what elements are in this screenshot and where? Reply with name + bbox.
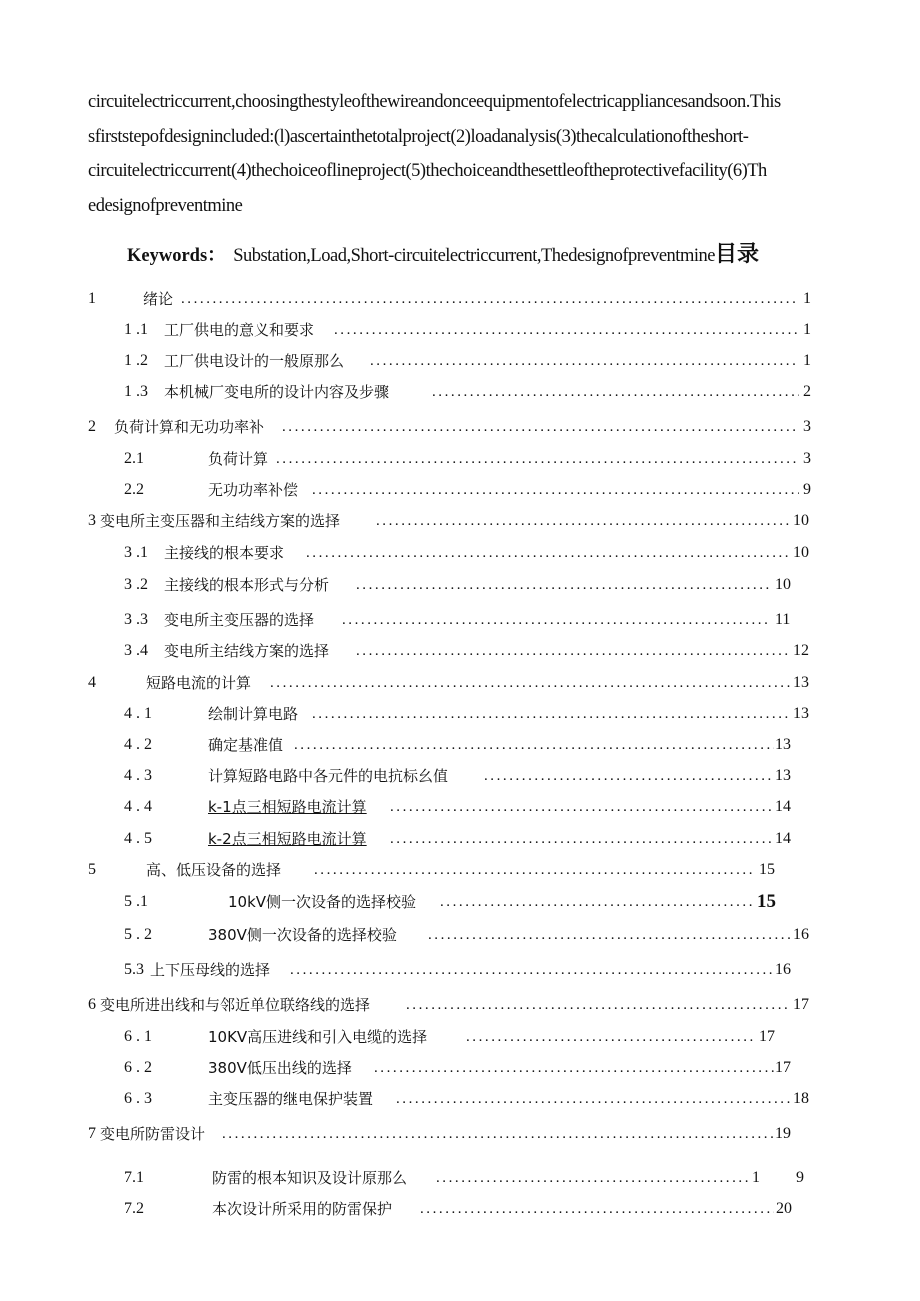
keywords-line <box>127 242 759 269</box>
toc-title-text: 绘制计算电路 <box>208 705 299 723</box>
toc-page: 17 <box>793 996 809 1013</box>
toc-leader <box>374 1055 774 1081</box>
toc-leader <box>420 1196 774 1222</box>
toc-number: 5 . 2 <box>124 926 152 943</box>
toc-page: 20 <box>776 1200 792 1217</box>
toc-page: 16 <box>793 926 809 943</box>
toc-leader <box>342 607 770 633</box>
toc-title-text: 计算短路电路中各元件的电抗标幺值 <box>208 767 449 785</box>
toc-number: 2.1 <box>124 450 144 467</box>
toc-leader <box>276 446 799 472</box>
toc-leader <box>314 857 756 883</box>
toc-title-text: 变电所主结线方案的选择 <box>164 642 330 660</box>
toc-number: 1 .1 <box>124 321 148 338</box>
keywords-label: Keywords <box>127 246 208 266</box>
toc-number: 3 <box>88 512 96 529</box>
toc-leader <box>390 826 774 852</box>
keywords-text: Substation,Load,Short-circuitelectriccurrent,Thedesignofpreventmine <box>233 246 715 266</box>
toc-page: 13 <box>775 736 791 753</box>
toc-leader <box>376 508 790 534</box>
toc-title-text: 本次设计所采用的防雷保护 <box>212 1200 393 1218</box>
toc-title-text: 变电所主变压器的选择 <box>164 611 315 629</box>
toc-number: 2.2 <box>124 481 144 498</box>
toc-title-text: 主接线的根本形式与分析 <box>164 576 330 594</box>
abstract-line: edesignofpreventmine <box>88 196 243 216</box>
toc-page: 12 <box>793 642 809 659</box>
toc-leader <box>390 794 774 820</box>
toc-title-text: k-2点三相短路电流计算 <box>208 830 367 848</box>
toc-leader <box>436 1165 748 1191</box>
toc-title-text: 工厂供电的意义和要求 <box>164 321 315 339</box>
toc-page: 14 <box>775 830 791 847</box>
toc-number: 4 . 5 <box>124 830 152 847</box>
toc-number: 6 . 3 <box>124 1090 152 1107</box>
toc-page: 14 <box>775 798 791 815</box>
toc-leader <box>270 670 790 696</box>
toc-number: 5.3 <box>124 961 144 978</box>
toc-title-text: 主接线的根本要求 <box>164 544 285 562</box>
keywords-separator: ： <box>207 246 226 266</box>
toc-title-text: k-1点三相短路电流计算 <box>208 798 367 816</box>
toc-leader <box>334 317 799 343</box>
abstract-line: circuitelectriccurrent(4)thechoiceoflineproject(5)thechoiceandthesettleoftheprotectivefacility(6)Th <box>88 161 767 181</box>
toc-title-text: 10KV高压进线和引入电缆的选择 <box>208 1028 428 1046</box>
toc-page: 10 <box>775 576 791 593</box>
toc-title-text: 主变压器的继电保护装置 <box>208 1090 374 1108</box>
toc-leader <box>428 922 790 948</box>
toc-title-text: 负荷计算和无功功率补 <box>114 418 265 436</box>
toc-page: 1 <box>803 290 811 307</box>
toc-leader <box>282 414 799 440</box>
toc-title-text: 负荷计算 <box>208 450 269 468</box>
toc-leader <box>370 348 799 374</box>
toc-title-text: 短路电流的计算 <box>146 674 252 692</box>
abstract-line: circuitelectriccurrent,choosingthestyleofthewireandonceequipmentofelectricappliancesandsoon.This <box>88 92 781 112</box>
toc-page: 18 <box>793 1090 809 1107</box>
toc-page: 15 <box>757 891 776 912</box>
toc-title-text: 上下压母线的选择 <box>150 961 271 979</box>
abstract-line: sfirststepofdesignincluded:(l)ascertainthetotalproject(2)loadanalysis(3)thecalculationoftheshort- <box>88 127 749 147</box>
toc-number: 7.1 <box>124 1169 144 1186</box>
toc-leader <box>406 992 790 1018</box>
toc-page: 15 <box>759 861 775 878</box>
toc-leader <box>356 572 770 598</box>
toc-number: 3 .1 <box>124 544 148 561</box>
toc-title-text: 380V侧一次设备的选择校验 <box>208 926 397 944</box>
toc-leader <box>306 540 790 566</box>
toc-title-text: 防雷的根本知识及设计原那么 <box>212 1169 408 1187</box>
toc-number: 1 .3 <box>124 383 148 400</box>
toc-title: 目录 <box>714 242 759 267</box>
toc-leader <box>312 477 799 503</box>
toc-number: 3 .4 <box>124 642 148 659</box>
toc-title-text: 变电所防雷设计 <box>100 1125 206 1143</box>
toc-title-text: 绪论 <box>143 290 174 308</box>
toc-number: 1 .2 <box>124 352 148 369</box>
toc-page: 17 <box>759 1028 775 1045</box>
toc-number: 4 . 2 <box>124 736 152 753</box>
toc-page: 1 <box>803 321 811 338</box>
toc-title-text: 确定基准值 <box>208 736 284 754</box>
toc-leader <box>466 1024 756 1050</box>
toc-page: 13 <box>793 674 809 691</box>
toc-page: 11 <box>775 611 791 628</box>
toc-number: 2 <box>88 418 96 435</box>
toc-page: 2 <box>803 383 811 400</box>
toc-title-text: 变电所主变压器和主结线方案的选择 <box>100 512 341 530</box>
toc-leader <box>432 379 799 405</box>
toc-number: 4 . 4 <box>124 798 152 815</box>
toc-number: 3 .3 <box>124 611 148 628</box>
toc-title-text: 无功功率补偿 <box>208 481 299 499</box>
toc-page: 3 <box>803 450 811 467</box>
toc-leader <box>440 889 754 915</box>
toc-number: 7 <box>88 1125 96 1142</box>
toc-page: 10 <box>793 512 809 529</box>
toc-number: 4 . 3 <box>124 767 152 784</box>
toc-page: 13 <box>775 767 791 784</box>
toc-leader <box>222 1121 774 1147</box>
toc-number: 1 <box>88 290 96 307</box>
toc-title-text: 高、低压设备的选择 <box>146 861 282 879</box>
toc-page: 9 <box>803 481 811 498</box>
toc-page: 3 <box>803 418 811 435</box>
toc-leader <box>290 957 772 983</box>
toc-leader <box>396 1086 790 1112</box>
toc-number: 3 .2 <box>124 576 148 593</box>
toc-number: 7.2 <box>124 1200 144 1217</box>
toc-leader <box>312 701 790 727</box>
toc-page: 1 9 <box>752 1169 804 1186</box>
toc-leader <box>484 763 774 789</box>
toc-title-text: 10kV侧一次设备的选择校验 <box>228 893 417 911</box>
toc-title-text: 380V低压出线的选择 <box>208 1059 352 1077</box>
toc-page: 17 <box>775 1059 791 1076</box>
toc-leader <box>356 638 790 664</box>
toc-number: 4 <box>88 674 96 691</box>
toc-page: 13 <box>793 705 809 722</box>
toc-page: 1 <box>803 352 811 369</box>
toc-page: 16 <box>775 961 791 978</box>
toc-number: 6 <box>88 996 96 1013</box>
toc-number: 6 . 1 <box>124 1028 152 1045</box>
toc-number: 5 .1 <box>124 893 148 910</box>
toc-title-text: 变电所进出线和与邻近单位联络线的选择 <box>100 996 371 1014</box>
toc-number: 6 . 2 <box>124 1059 152 1076</box>
toc-page: 10 <box>793 544 809 561</box>
toc-title-text: 工厂供电设计的一般原那么 <box>164 352 345 370</box>
toc-title-text: 本机械厂变电所的设计内容及步骤 <box>164 383 390 401</box>
toc-leader <box>294 732 774 758</box>
toc-leader <box>181 286 799 312</box>
toc-number: 4 . 1 <box>124 705 152 722</box>
toc-number: 5 <box>88 861 96 878</box>
toc-page: 19 <box>775 1125 791 1142</box>
